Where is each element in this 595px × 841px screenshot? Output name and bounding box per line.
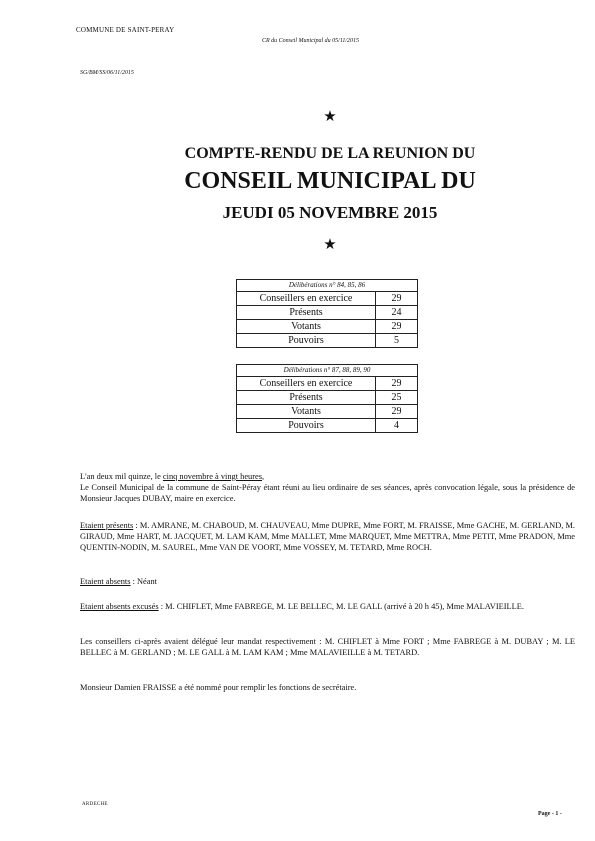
table-row (237, 320, 418, 334)
table-row (237, 334, 418, 348)
title-line-3: JEUDI 05 NOVEMBRE 2015 (222, 203, 438, 222)
row-label: Pouvoirs (237, 334, 376, 348)
absents-list: : Néant (130, 577, 157, 586)
opening-date: cinq novembre à vingt heures (162, 472, 262, 481)
row-value: 5 (376, 334, 418, 348)
row-value: 24 (376, 306, 418, 320)
row-label: Présents (237, 391, 376, 405)
table-row (237, 377, 418, 391)
votes-table-1 (236, 279, 418, 348)
excuses-paragraph (80, 602, 575, 613)
table-row (237, 292, 418, 306)
row-value: 29 (376, 405, 418, 419)
absents-label: Etaient absents (80, 577, 131, 586)
cr-reference: CR du Conseil Municipal du 05/11/2015 (262, 38, 360, 44)
row-label: Pouvoirs (237, 419, 376, 433)
table-row (237, 306, 418, 320)
secretaire-paragraph: Monsieur Damien FRAISSE a été nommé pour remplir les fonctions de secrétaire. (80, 683, 357, 692)
document-reference: SG/BM/SS/06/11/2015 (80, 70, 134, 76)
excuses-list: : M. CHIFLET, Mme FABREGE, M. LE BELLEC, M. LE GALL (arrivé à 20 h 45), Mme MALAVIEILLE. (158, 602, 524, 611)
opening-intro: L'an deux mil quinze, le (80, 472, 163, 481)
row-label: Conseillers en exercice (237, 377, 376, 391)
title-line-2: CONSEIL MUNICIPAL DU (184, 168, 476, 194)
table-row (237, 405, 418, 419)
presents-label: Etaient présents (80, 521, 134, 530)
row-value: 29 (376, 377, 418, 391)
mandats-paragraph: Les conseillers ci-après avaient délégué leur mandat respectivement : M. CHIFLET à Mme FORT ; Mme FABREGE à M. DUBAY ; M. LE BELLEC à M. GERLAND ; M. LE GALL à M. LAM KAM ; Mme MALAVIEILLE à M. TETARD. (80, 637, 575, 657)
table-row (237, 391, 418, 405)
footer-left-label: ARDECHE (82, 802, 108, 807)
star-icon: ★ (323, 237, 337, 253)
votes-table-2 (236, 364, 418, 433)
opening-end: , (262, 472, 265, 481)
row-value: 29 (376, 320, 418, 334)
page-number: Page - 1 - (538, 811, 562, 817)
table-caption: Délibérations n° 87, 88, 89, 90 (237, 365, 418, 377)
row-label: Présents (237, 306, 376, 320)
absents-paragraph (80, 577, 575, 588)
excuses-label: Etaient absents excusés (80, 602, 159, 611)
title-line-1: COMPTE-RENDU DE LA REUNION DU (184, 145, 476, 162)
row-label: Votants (237, 405, 376, 419)
table-row (237, 419, 418, 433)
row-label: Votants (237, 320, 376, 334)
presents-paragraph (80, 521, 575, 553)
row-value: 29 (376, 292, 418, 306)
presents-list: : M. AMRANE, M. CHABOUD, M. CHAUVEAU, Mme DUPRE, Mme FORT, M. FRAISSE, Mme GACHE, M. GERLAND, M. GIRAUD, Mme HART, M. JACQUET, M. LAM KAM, Mme MALLET, Mme MARQUET, Mme METTRA, Mme PETIT, Mme PRADON, Mme QUENTIN-NODIN, M. SAUREL, Mme VAN DE VOORT, Mme VOSSEY, M. TETARD, Mme ROCH. (80, 521, 575, 552)
row-label: Conseillers en exercice (237, 292, 376, 306)
table-caption: Délibérations n° 84, 85, 86 (237, 280, 418, 292)
row-value: 25 (376, 391, 418, 405)
opening-line-2: Le Conseil Municipal de la commune de Saint-Péray étant réuni au lieu ordinaire de ses séances, après convocation légale, sous la présidence de Monsieur Jacques DUBAY, maire en exercice. (80, 482, 575, 503)
commune-header: COMMUNE DE SAINT-PERAY (76, 26, 175, 34)
opening-paragraph (80, 472, 575, 504)
star-icon: ★ (323, 109, 337, 125)
row-value: 4 (376, 419, 418, 433)
